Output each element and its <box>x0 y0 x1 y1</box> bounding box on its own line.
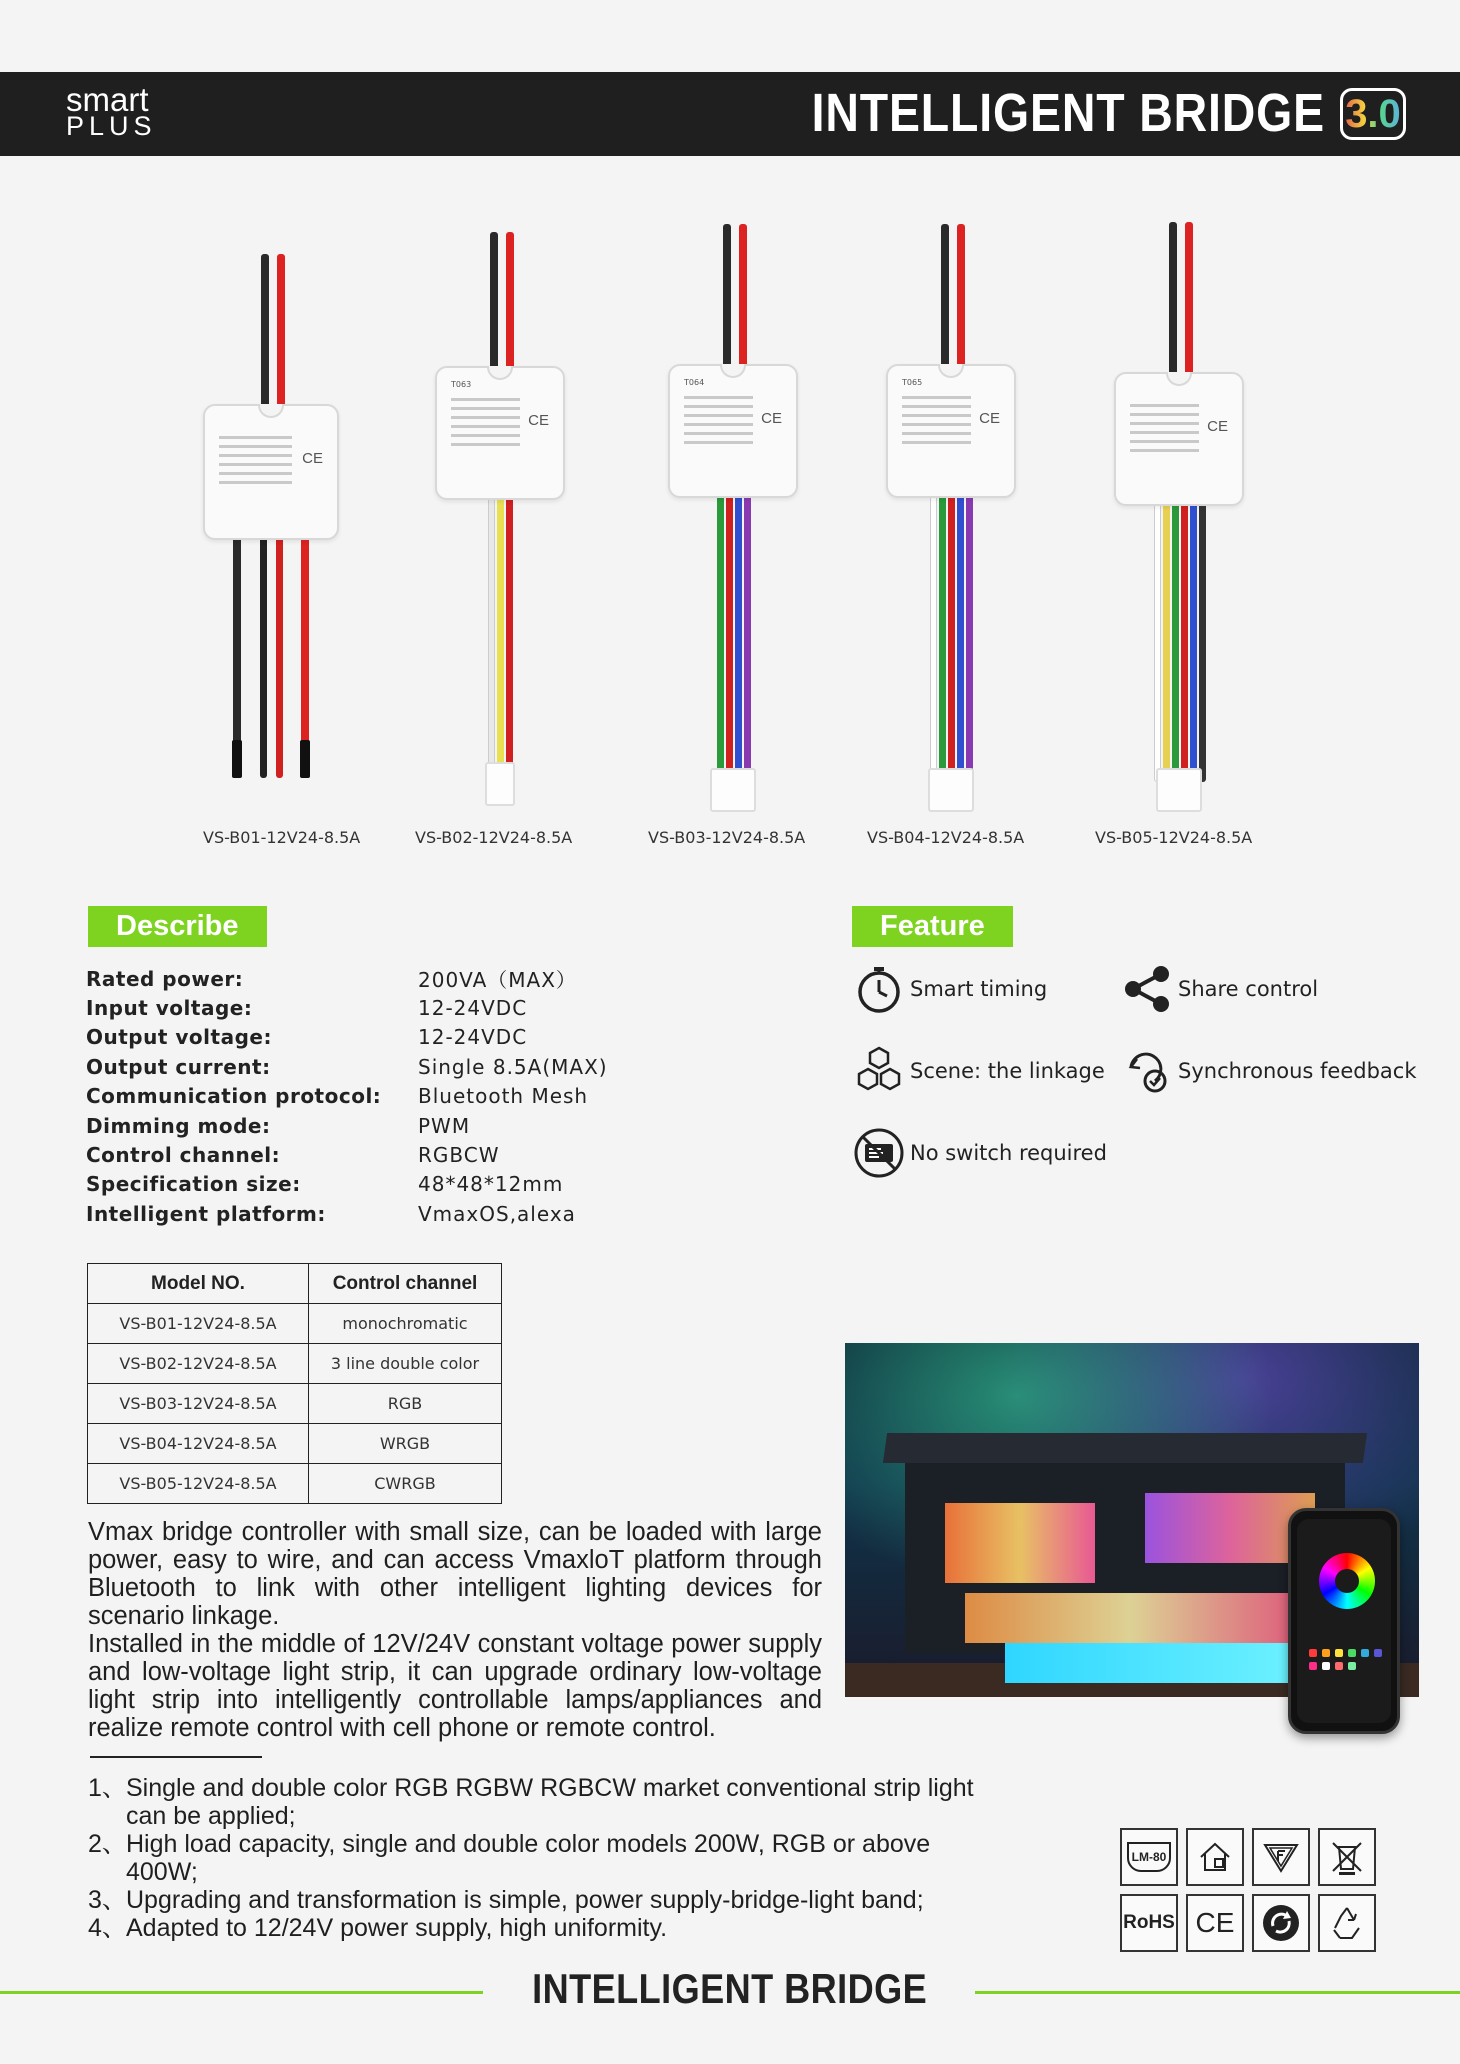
recycling-icon <box>1318 1894 1376 1952</box>
output-wire <box>276 536 283 778</box>
feature-item <box>852 1044 1105 1098</box>
table-row <box>88 1384 502 1424</box>
input-wire <box>261 254 269 408</box>
table-cell-model: VS-B01-12V24-8.5A <box>88 1304 309 1344</box>
product-model-label: VS-B05-12V24-8.5A <box>1095 828 1253 847</box>
feature-label: Share control <box>1178 977 1319 1001</box>
table-cell-model: VS-B03-12V24-8.5A <box>88 1384 309 1424</box>
list-item <box>88 1914 988 1942</box>
output-wire <box>1199 502 1206 782</box>
clip-connector <box>1156 768 1202 812</box>
spec-key: Intelligent platform: <box>86 1201 326 1226</box>
table-header-row <box>88 1264 502 1304</box>
stopwatch-icon <box>852 962 906 1016</box>
spec-row <box>86 1052 626 1081</box>
ce-mark-icon: CE <box>761 410 782 427</box>
spec-row <box>86 1082 626 1111</box>
hexagons-icon <box>852 1044 906 1098</box>
spec-key: Control channel: <box>86 1143 281 1168</box>
ce-mark-icon: CE <box>302 450 323 467</box>
wire-cap <box>300 740 310 778</box>
input-wire <box>277 254 285 408</box>
output-wire <box>726 494 733 782</box>
controller-box <box>203 404 339 540</box>
spec-row <box>86 1111 626 1140</box>
certification-grid <box>1120 1828 1382 1952</box>
divider <box>90 1756 262 1758</box>
point-text: Upgrading and transformation is simple, power supply-bridge-light band; <box>126 1886 924 1914</box>
table-header-channel: Control channel <box>309 1264 502 1304</box>
spec-value: 12-24VDC <box>418 1025 528 1050</box>
input-wire <box>739 224 747 368</box>
table-row <box>88 1424 502 1464</box>
spec-value: 12-24VDC <box>418 996 528 1021</box>
table-cell-channel: RGB <box>309 1384 502 1424</box>
point-number: 4、 <box>88 1914 127 1942</box>
spec-value: Bluetooth Mesh <box>418 1084 589 1109</box>
spec-key: Output current: <box>86 1054 271 1079</box>
clip-connector <box>928 768 974 812</box>
point-text: High load capacity, single and double color models 200W, RGB or above 400W; <box>126 1830 931 1886</box>
output-wire <box>1190 502 1197 782</box>
output-wire <box>966 494 973 782</box>
table-row <box>88 1304 502 1344</box>
rj-connector <box>485 762 515 806</box>
spec-key: Dimming mode: <box>86 1113 271 1138</box>
input-wire <box>723 224 731 368</box>
logo-line1: smart <box>66 81 149 118</box>
rohs-badge: RoHS <box>1120 1894 1178 1952</box>
header-bar <box>0 72 1460 156</box>
table-row <box>88 1464 502 1504</box>
share-icon <box>1120 962 1174 1016</box>
ce-badge: CE <box>1186 1894 1244 1952</box>
input-wire <box>490 232 498 370</box>
ce-mark-icon: CE <box>528 412 549 429</box>
header-title: INTELLIGENT BRIDGE <box>811 83 1325 143</box>
input-wire <box>1185 222 1193 376</box>
wire-cap <box>232 740 242 778</box>
feature-label: Synchronous feedback <box>1178 1059 1417 1083</box>
table-cell-model: VS-B05-12V24-8.5A <box>88 1464 309 1504</box>
phone-app-mockup <box>1288 1508 1400 1734</box>
f-mark-icon <box>1252 1828 1310 1886</box>
product-model-label: VS-B02-12V24-8.5A <box>415 828 573 847</box>
description-text <box>88 1518 822 1742</box>
input-wire <box>941 224 949 368</box>
table-row <box>88 1344 502 1384</box>
spec-key: Communication protocol: <box>86 1084 382 1109</box>
table-header-model: Model NO. <box>88 1264 309 1304</box>
spec-value: PWM <box>418 1113 471 1138</box>
spec-value: Single 8.5A(MAX) <box>418 1054 608 1079</box>
product-model-label: VS-B03-12V24-8.5A <box>648 828 806 847</box>
spec-key: Output voltage: <box>86 1025 272 1050</box>
table-cell-channel: WRGB <box>309 1424 502 1464</box>
input-wire <box>1169 222 1177 376</box>
spec-value: 200VA（MAX） <box>418 968 577 993</box>
lm80-label: LM-80 <box>1127 1842 1172 1872</box>
point-number: 1、 <box>88 1774 127 1802</box>
list-item <box>88 1830 988 1886</box>
product-model-label: VS-B04-12V24-8.5A <box>867 828 1025 847</box>
point-number: 3、 <box>88 1886 127 1914</box>
ce-mark-icon: CE <box>979 410 1000 427</box>
weee-bin-icon <box>1318 1828 1376 1886</box>
feature-item <box>1120 1044 1417 1098</box>
color-swatches <box>1309 1649 1389 1670</box>
output-wire <box>957 494 964 782</box>
output-wire <box>939 494 946 782</box>
spec-value: VmaxOS,alexa <box>418 1201 576 1226</box>
table-cell-model: VS-B04-12V24-8.5A <box>88 1424 309 1464</box>
output-wire <box>497 496 504 776</box>
spec-value: RGBCW <box>418 1143 500 1168</box>
spec-value: 48*48*12mm <box>418 1172 564 1197</box>
sync-feedback-icon <box>1120 1044 1174 1098</box>
indoor-use-icon <box>1186 1828 1244 1886</box>
box-model-tag: T063 <box>451 380 472 389</box>
feature-heading: Feature <box>852 906 1013 947</box>
box-model-tag: T065 <box>902 378 923 387</box>
feature-item <box>1120 962 1318 1016</box>
table-cell-channel: monochromatic <box>309 1304 502 1344</box>
table-cell-channel: 3 line double color <box>309 1344 502 1384</box>
point-text: Single and double color RGB RGBW RGBCW market conventional strip light can be applied; <box>126 1774 974 1830</box>
description-paragraph-2: Installed in the middle of 12V/24V constant voltage power supply and low-voltage light strip, it can upgrade ordinary low-voltage light strip into intelligently controllable lamps/appliances and realize remote control with cell phone or remote control. <box>88 1630 822 1742</box>
table-cell-model: VS-B02-12V24-8.5A <box>88 1344 309 1384</box>
spec-key: Input voltage: <box>86 996 253 1021</box>
list-item <box>88 1774 988 1830</box>
feature-label: No switch required <box>910 1141 1107 1165</box>
clip-connector <box>710 768 756 812</box>
box-model-tag: T064 <box>684 378 705 387</box>
feature-item <box>852 1126 1107 1180</box>
controller-box <box>1114 372 1244 506</box>
spec-row <box>86 964 626 993</box>
output-wire <box>506 496 513 776</box>
input-wire <box>957 224 965 368</box>
spec-key: Specification size: <box>86 1172 301 1197</box>
feature-label: Smart timing <box>910 977 1048 1001</box>
controller-box <box>668 364 798 498</box>
spec-row <box>86 993 626 1022</box>
table-cell-channel: CWRGB <box>309 1464 502 1504</box>
output-wire <box>1154 502 1161 782</box>
output-wire <box>1181 502 1188 782</box>
footer-title: INTELLIGENT BRIDGE <box>532 1965 928 2012</box>
feature-label: Scene: the linkage <box>910 1059 1105 1083</box>
output-wire <box>930 494 937 782</box>
output-wire <box>1172 502 1179 782</box>
input-wire <box>506 232 514 370</box>
spec-row <box>86 1199 626 1228</box>
version-badge: 3.0 <box>1340 88 1406 140</box>
brand-logo <box>66 81 157 141</box>
describe-heading: Describe <box>88 906 267 947</box>
product-model-label: VS-B01-12V24-8.5A <box>203 828 361 847</box>
description-paragraph-1: Vmax bridge controller with small size, can be loaded with large power, easy to wire, and can access VmaxloT platform through Bluetooth to link with other intelligent lighting devices for scenario linkage. <box>88 1518 822 1630</box>
spec-key: Rated power: <box>86 966 244 991</box>
point-text: Adapted to 12/24V power supply, high uniformity. <box>126 1914 668 1942</box>
color-wheel-icon <box>1319 1553 1375 1609</box>
spec-row <box>86 1170 626 1199</box>
output-wire <box>260 536 267 778</box>
output-wire <box>948 494 955 782</box>
spec-row <box>86 1023 626 1052</box>
no-switch-icon <box>852 1126 906 1180</box>
point-number: 2、 <box>88 1830 127 1858</box>
output-wire <box>744 494 751 782</box>
output-wire <box>488 496 495 776</box>
pool-illustration <box>1005 1643 1305 1683</box>
ce-mark-icon: CE <box>1207 418 1228 435</box>
spec-list <box>86 964 626 1229</box>
spec-row <box>86 1140 626 1169</box>
output-wire <box>735 494 742 782</box>
logo-line2: PLUS <box>66 111 157 141</box>
feature-item <box>852 962 1047 1016</box>
model-table <box>87 1263 502 1504</box>
output-wire <box>1163 502 1170 782</box>
lm80-badge <box>1120 1828 1178 1886</box>
controller-box <box>435 366 565 500</box>
controller-box <box>886 364 1016 498</box>
output-wire <box>717 494 724 782</box>
list-item <box>88 1886 988 1914</box>
recycle-arrow-icon <box>1252 1894 1310 1952</box>
house-illustration <box>905 1463 1345 1653</box>
feature-points <box>88 1774 988 1942</box>
